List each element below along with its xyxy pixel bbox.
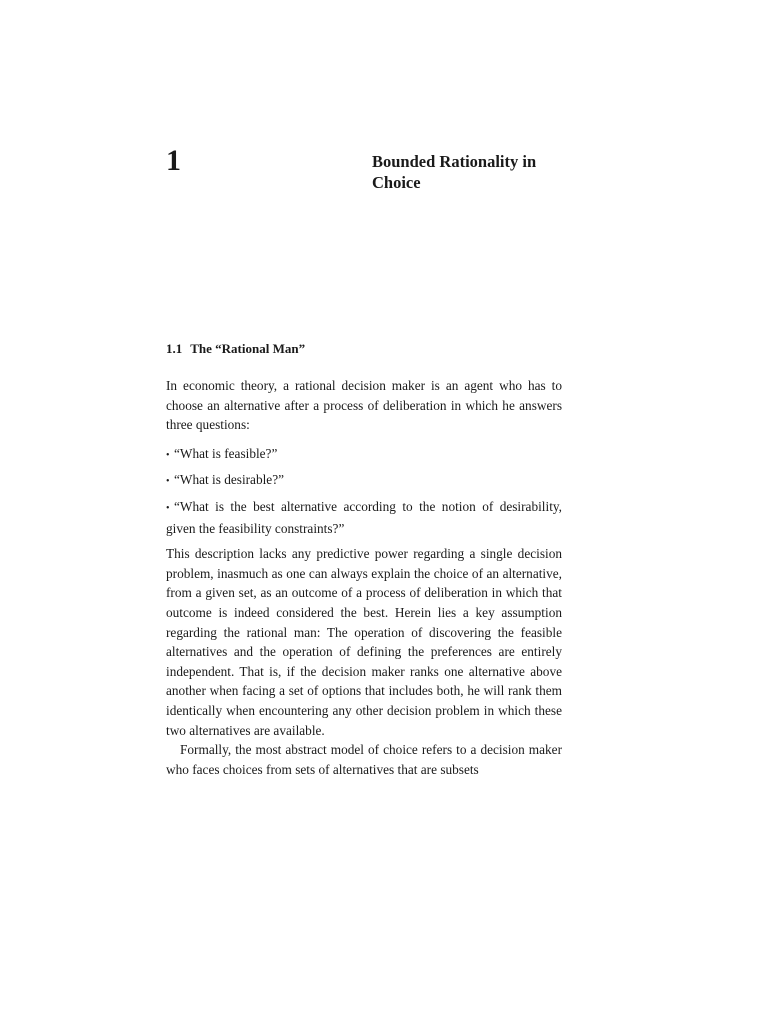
body-paragraph-2: Formally, the most abstract model of choice refers to a decision maker who faces choices from sets of alternatives that are subsets [166, 742, 562, 777]
chapter-title [372, 151, 572, 193]
chapter-title-line-2: Choice [372, 173, 421, 192]
list-item-text: “What is the best alternative according to the notion of desirability, given the feasibility constraints?” [166, 498, 562, 536]
body-text [166, 376, 562, 779]
list-item [166, 470, 562, 492]
bullet-icon: • [166, 502, 170, 514]
body-paragraph-1: This description lacks any predictive power regarding a single decision problem, inasmuch as one can always explain the choice of an alternative, from a given set, as an outcome of a process of deliberation in which that outcome is indeed considered the best. Herein lies a key assumption regarding the rational man: The operation of discovering the feasible alternatives and the operation of defining the preferences are entirely independent. That is, if the decision maker ranks one alternative above another when facing a set of options that includes both, he will rank them identically when encountering any other decision problem in which these two alternatives are available. [166, 546, 562, 738]
bullet-icon: • [166, 449, 170, 461]
intro-paragraph: In economic theory, a rational decision maker is an agent who has to choose an alternative after a process of deliberation in which he answers three questions: [166, 378, 562, 433]
bullet-icon: • [166, 476, 170, 488]
chapter-title-line-1: Bounded Rationality in [372, 152, 537, 171]
list-item-text: “What is desirable?” [174, 472, 285, 488]
chapter-number: 1 [166, 144, 181, 177]
section-heading [166, 341, 305, 357]
list-item [166, 497, 562, 538]
section-number: 1.1 [166, 341, 183, 356]
section-title: The “Rational Man” [190, 341, 306, 356]
list-item [166, 444, 562, 466]
list-item-text: “What is feasible?” [174, 445, 278, 461]
question-list [166, 444, 562, 538]
